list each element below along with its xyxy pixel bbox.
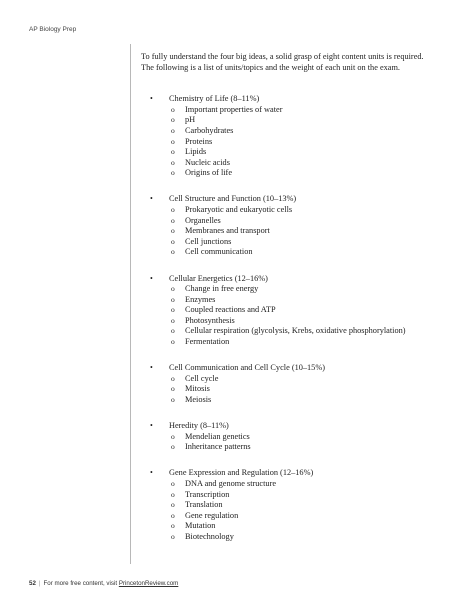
topic-item: [141, 384, 431, 395]
topic-item: [141, 337, 431, 348]
bullet-icon: •: [150, 273, 153, 283]
sub-bullet-icon: o: [171, 236, 175, 246]
sub-bullet-icon: o: [171, 521, 175, 531]
unit-title: Heredity (8–11%): [169, 421, 229, 431]
unit-list: [141, 94, 431, 542]
sub-bullet-icon: o: [171, 373, 175, 383]
running-header: AP Biology Prep: [29, 26, 77, 33]
topic-item: [141, 126, 431, 137]
topic-item: [141, 442, 431, 453]
sub-bullet-icon: o: [171, 168, 175, 178]
unit-item: [141, 468, 431, 542]
sub-bullet-icon: o: [171, 157, 175, 167]
unit-title: Cellular Energetics (12–16%): [169, 273, 268, 283]
topic-item: [141, 395, 431, 406]
topic-label: Change in free energy: [185, 284, 259, 294]
topic-label: pH: [185, 115, 196, 125]
topic-list: [141, 205, 431, 258]
bullet-icon: •: [150, 468, 153, 478]
footer-link[interactable]: PrincetonReview.com: [118, 580, 179, 587]
unit-heading: [141, 274, 431, 285]
margin-rule: [130, 44, 131, 564]
unit-item: [141, 363, 431, 405]
topic-label: Photosynthesis: [185, 315, 235, 325]
topic-label: Meiosis: [185, 394, 212, 404]
unit-item: [141, 421, 431, 453]
topic-list: [141, 374, 431, 406]
topic-label: Mitosis: [185, 384, 210, 394]
topic-item: [141, 247, 431, 258]
topic-list: [141, 432, 431, 453]
topic-item: [141, 105, 431, 116]
topic-label: Cell junctions: [185, 236, 232, 246]
topic-item: [141, 521, 431, 532]
unit-heading: [141, 363, 431, 374]
topic-label: Mutation: [185, 521, 216, 531]
unit-title: Cell Structure and Function (10–13%): [169, 194, 297, 204]
topic-item: [141, 237, 431, 248]
main-content: [141, 52, 431, 558]
bullet-icon: •: [150, 421, 153, 431]
topic-item: [141, 374, 431, 385]
bullet-icon: •: [150, 94, 153, 104]
unit-heading: [141, 468, 431, 479]
bullet-icon: •: [150, 194, 153, 204]
sub-bullet-icon: o: [171, 226, 175, 236]
topic-label: Coupled reactions and ATP: [185, 305, 276, 315]
topic-item: [141, 295, 431, 306]
unit-item: [141, 274, 431, 348]
sub-bullet-icon: o: [171, 147, 175, 157]
sub-bullet-icon: o: [171, 531, 175, 541]
sub-bullet-icon: o: [171, 115, 175, 125]
sub-bullet-icon: o: [171, 431, 175, 441]
topic-item: [141, 511, 431, 522]
sub-bullet-icon: o: [171, 136, 175, 146]
sub-bullet-icon: o: [171, 215, 175, 225]
sub-bullet-icon: o: [171, 294, 175, 304]
topic-item: [141, 205, 431, 216]
sub-bullet-icon: o: [171, 284, 175, 294]
topic-item: [141, 284, 431, 295]
sub-bullet-icon: o: [171, 205, 175, 215]
topic-item: [141, 147, 431, 158]
unit-heading: [141, 194, 431, 205]
topic-item: [141, 137, 431, 148]
topic-list: [141, 105, 431, 179]
topic-label: Nucleic acids: [185, 157, 230, 167]
intro-paragraph: To fully understand the four big ideas, a solid grasp of eight content units is required. The following is a list of units/topics and the weight of each unit on the exam.: [141, 52, 424, 72]
topic-item: [141, 479, 431, 490]
sub-bullet-icon: o: [171, 500, 175, 510]
topic-label: Carbohydrates: [185, 125, 234, 135]
unit-heading: [141, 94, 431, 105]
unit-title: Cell Communication and Cell Cycle (10–15%): [169, 363, 326, 373]
sub-bullet-icon: o: [171, 125, 175, 135]
sub-bullet-icon: o: [171, 305, 175, 315]
topic-item: [141, 432, 431, 443]
footer-text: For more free content, visit: [43, 580, 118, 587]
sub-bullet-icon: o: [171, 326, 175, 336]
unit-item: [141, 94, 431, 179]
topic-label: Mendelian genetics: [185, 431, 250, 441]
unit-title: Chemistry of Life (8–11%): [169, 94, 260, 104]
unit-heading: [141, 421, 431, 432]
topic-label: Proteins: [185, 136, 213, 146]
sub-bullet-icon: o: [171, 384, 175, 394]
footer-separator: |: [38, 580, 41, 587]
topic-label: Gene regulation: [185, 510, 239, 520]
topic-label: Lipids: [185, 147, 207, 157]
sub-bullet-icon: o: [171, 489, 175, 499]
topic-label: DNA and genome structure: [185, 478, 277, 488]
topic-label: Cellular respiration (glycolysis, Krebs, oxidative phosphorylation): [185, 326, 406, 336]
topic-label: Prokaryotic and eukaryotic cells: [185, 205, 293, 215]
sub-bullet-icon: o: [171, 337, 175, 347]
topic-label: Cell cycle: [185, 373, 219, 383]
topic-label: Translation: [185, 500, 223, 510]
bullet-icon: •: [150, 363, 153, 373]
sub-bullet-icon: o: [171, 315, 175, 325]
topic-label: Fermentation: [185, 337, 230, 347]
topic-item: [141, 490, 431, 501]
topic-item: [141, 115, 431, 126]
sub-bullet-icon: o: [171, 104, 175, 114]
topic-item: [141, 305, 431, 316]
sub-bullet-icon: o: [171, 394, 175, 404]
sub-bullet-icon: o: [171, 247, 175, 257]
sub-bullet-icon: o: [171, 510, 175, 520]
topic-label: Important properties of water: [185, 104, 283, 114]
topic-label: Organelles: [185, 215, 221, 225]
topic-item: [141, 532, 431, 543]
page-footer: [29, 580, 178, 587]
topic-label: Origins of life: [185, 168, 233, 178]
topic-item: [141, 326, 431, 337]
topic-item: [141, 316, 431, 327]
unit-item: [141, 194, 431, 258]
unit-title: Gene Expression and Regulation (12–16%): [169, 468, 314, 478]
topic-list: [141, 479, 431, 543]
topic-label: Membranes and transport: [185, 226, 270, 236]
topic-label: Cell communication: [185, 247, 253, 257]
topic-item: [141, 226, 431, 237]
topic-label: Biotechnology: [185, 531, 234, 541]
page-number: 52: [29, 580, 36, 587]
sub-bullet-icon: o: [171, 478, 175, 488]
topic-label: Enzymes: [185, 294, 216, 304]
topic-item: [141, 216, 431, 227]
topic-list: [141, 284, 431, 348]
topic-label: Transcription: [185, 489, 230, 499]
topic-item: [141, 500, 431, 511]
topic-label: Inheritance patterns: [185, 442, 251, 452]
sub-bullet-icon: o: [171, 442, 175, 452]
topic-item: [141, 158, 431, 169]
topic-item: [141, 168, 431, 179]
